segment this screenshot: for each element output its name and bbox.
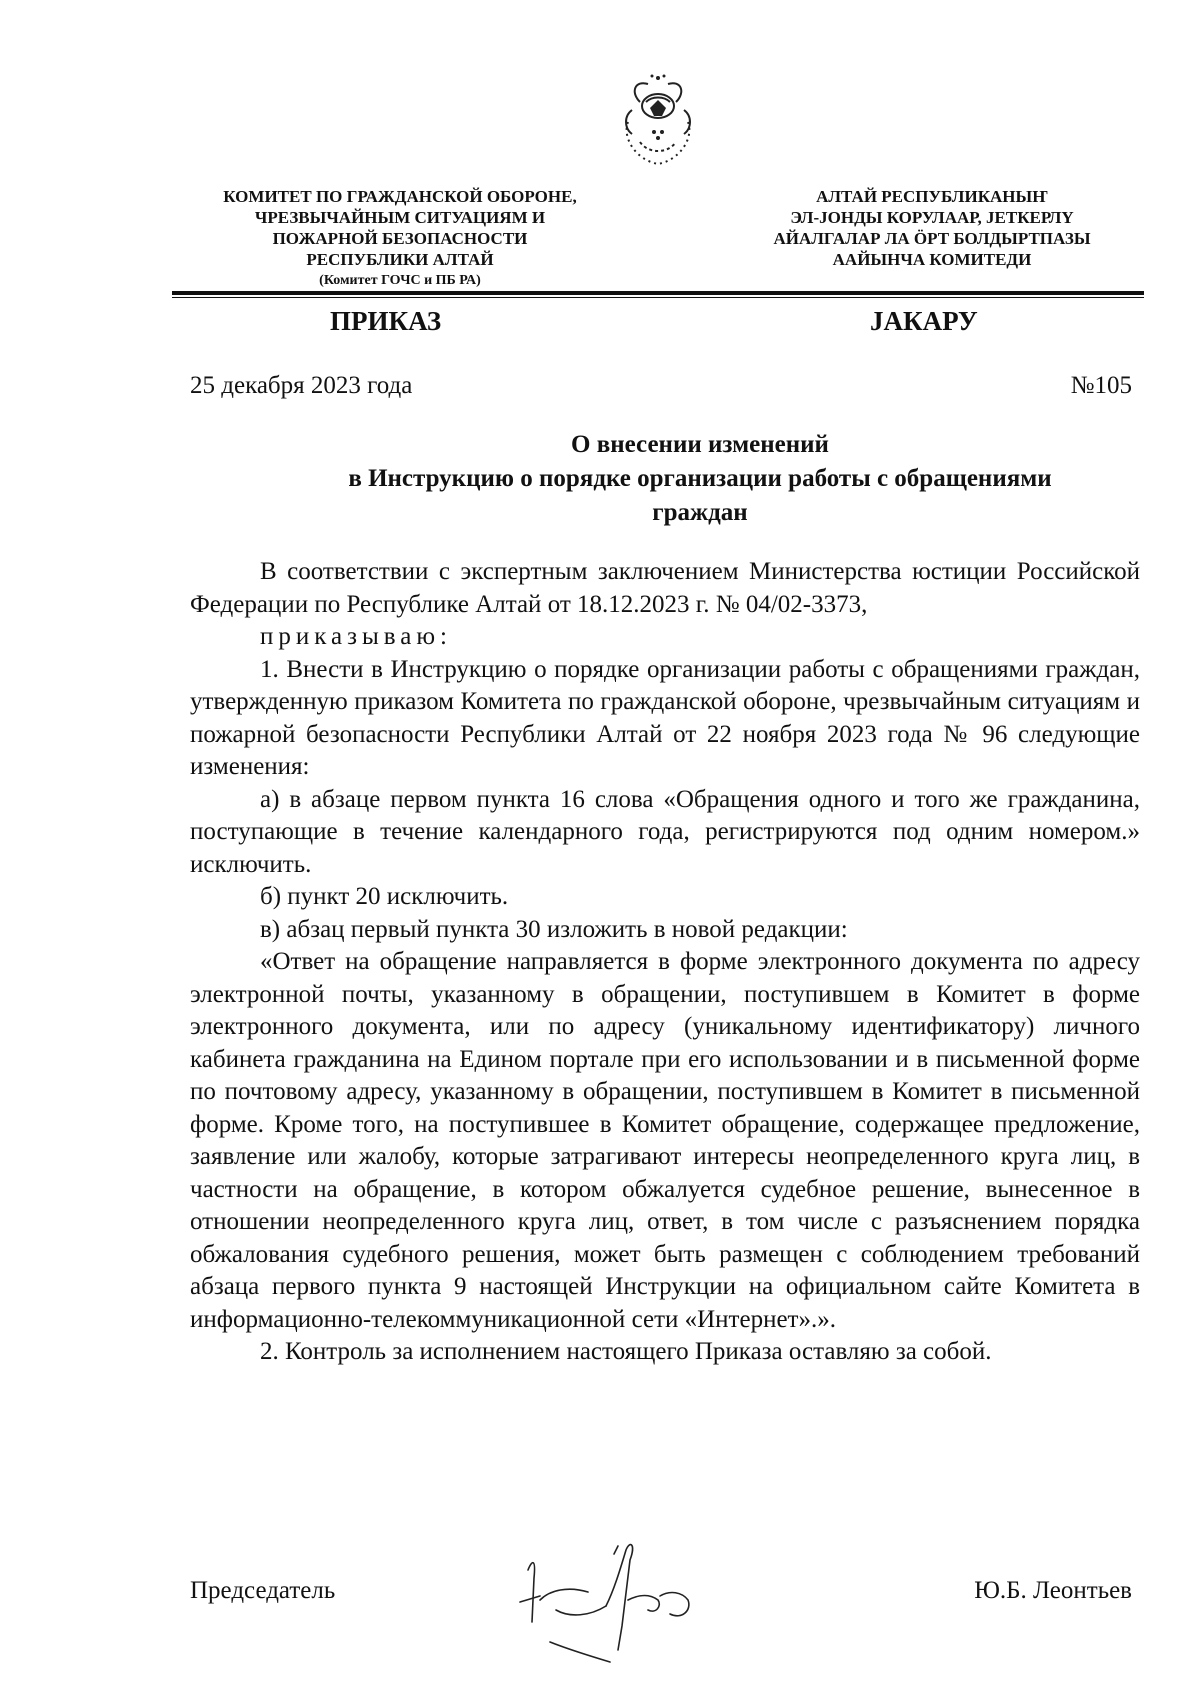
paragraph-item-2: 2. Контроль за исполнением настоящего Приказа оставляю за собой.	[260, 1338, 992, 1365]
order-number: №105	[1070, 372, 1132, 399]
paragraph-item-b: б) пункт 20 исключить.	[260, 883, 509, 910]
paragraph-item-1: 1. Внести в Инструкцию о порядке организации работы с обращениями граждан, утвержденную приказом Комитета по гражданской обороне, чрезвычайным ситуациям и пожарной безопасности Республики Алтай от 22 ноября 2023 года № 96 следующие изменения:	[190, 655, 1140, 780]
paragraph-order-word: приказываю:	[260, 623, 452, 650]
order-label-ru: ПРИКАЗ	[330, 306, 442, 336]
order-label-alt: ЈАКАРУ	[870, 306, 978, 336]
paragraph-new-wording: «Ответ на обращение направляется в форме электронного документа по адресу электронной почты, указанному в обращении, поступившем в Комитет в форме электронного документа, или по адресу (уникальному идентификатору) личного кабинета гражданина на Едином портале при его использовании и в письменной форме по почтовому адресу, указанному в обращении, поступившем в Комитет в письменной форме. Кроме того, на поступившее в Комитет обращение, содержащее предложение, заявление или жалобу, которые затрагивают интересы неопределенного круга лиц, в частности на обращение, в котором обжалуется судебное решение, вынесенное в отношении неопределенного круга лиц, ответ, в том числе с разъяснением порядка обжалования судебного решения, может быть размещен с соблюдением требований абзаца первого пункта 9 настоящей Инструкции на официальном сайте Комитета в информационно-телекоммуникационной сети «Интернет».».	[190, 948, 1140, 1333]
document-body	[190, 556, 1140, 1369]
header-right-line-4: ААЙЫНЧА КОМИТЕДИ	[832, 250, 1032, 269]
coat-of-arms-icon	[610, 72, 706, 172]
header-right-line-1: АЛТАЙ РЕСПУБЛИКАНЫҤ	[816, 187, 1048, 206]
title-line-1: О внесении изменений	[571, 431, 829, 458]
header-divider-thick	[172, 291, 1144, 295]
title-line-3: граждан	[652, 499, 748, 526]
order-date: 25 декабря 2023 года	[190, 372, 413, 399]
title-line-2: в Инструкцию о порядке организации работы с обращениями	[348, 465, 1052, 492]
document-title	[260, 428, 1140, 530]
paragraph-item-v: в) абзац первый пункта 30 изложить в новой редакции:	[260, 915, 848, 943]
signatory-title: Председатель	[190, 1577, 336, 1604]
header-left-line-5: (Комитет ГОЧС и ПБ РА)	[319, 273, 481, 288]
header-left-line-1: КОМИТЕТ ПО ГРАЖДАНСКОЙ ОБОРОНЕ,	[223, 187, 577, 206]
header-right-line-3: АЙАЛГАЛАР ЛА ӦРТ БОЛДЫРТПАЗЫ	[773, 229, 1091, 248]
signatory-name: Ю.Б. Леонтьев	[974, 1577, 1132, 1604]
header-left-line-3: ПОЖАРНОЙ БЕЗОПАСНОСТИ	[272, 229, 528, 248]
header-divider-thin	[172, 297, 1144, 298]
header-left-organization	[185, 186, 615, 291]
paragraph-basis: В соответствии с экспертным заключением Министерства юстиции Российской Федерации по Республике Алтай от 18.12.2023 г. № 04/02-3373,	[190, 558, 1140, 618]
header-left-line-2: ЧРЕЗВЫЧАЙНЫМ СИТУАЦИЯМ И	[254, 208, 546, 227]
handwritten-signature	[510, 1530, 730, 1680]
paragraph-item-a: а) в абзаце первом пункта 16 слова «Обращения одного и того же гражданина, поступающие в течение календарного года, регистрируются под одним номером.» исключить.	[190, 785, 1140, 878]
header-right-line-2: ЭЛ-ЈОНДЫ КОРУЛААР, ЈЕТКЕРЛҮ	[790, 208, 1074, 227]
header-left-line-4: РЕСПУБЛИКИ АЛТАЙ	[306, 250, 494, 269]
header-right-organization	[742, 186, 1122, 270]
